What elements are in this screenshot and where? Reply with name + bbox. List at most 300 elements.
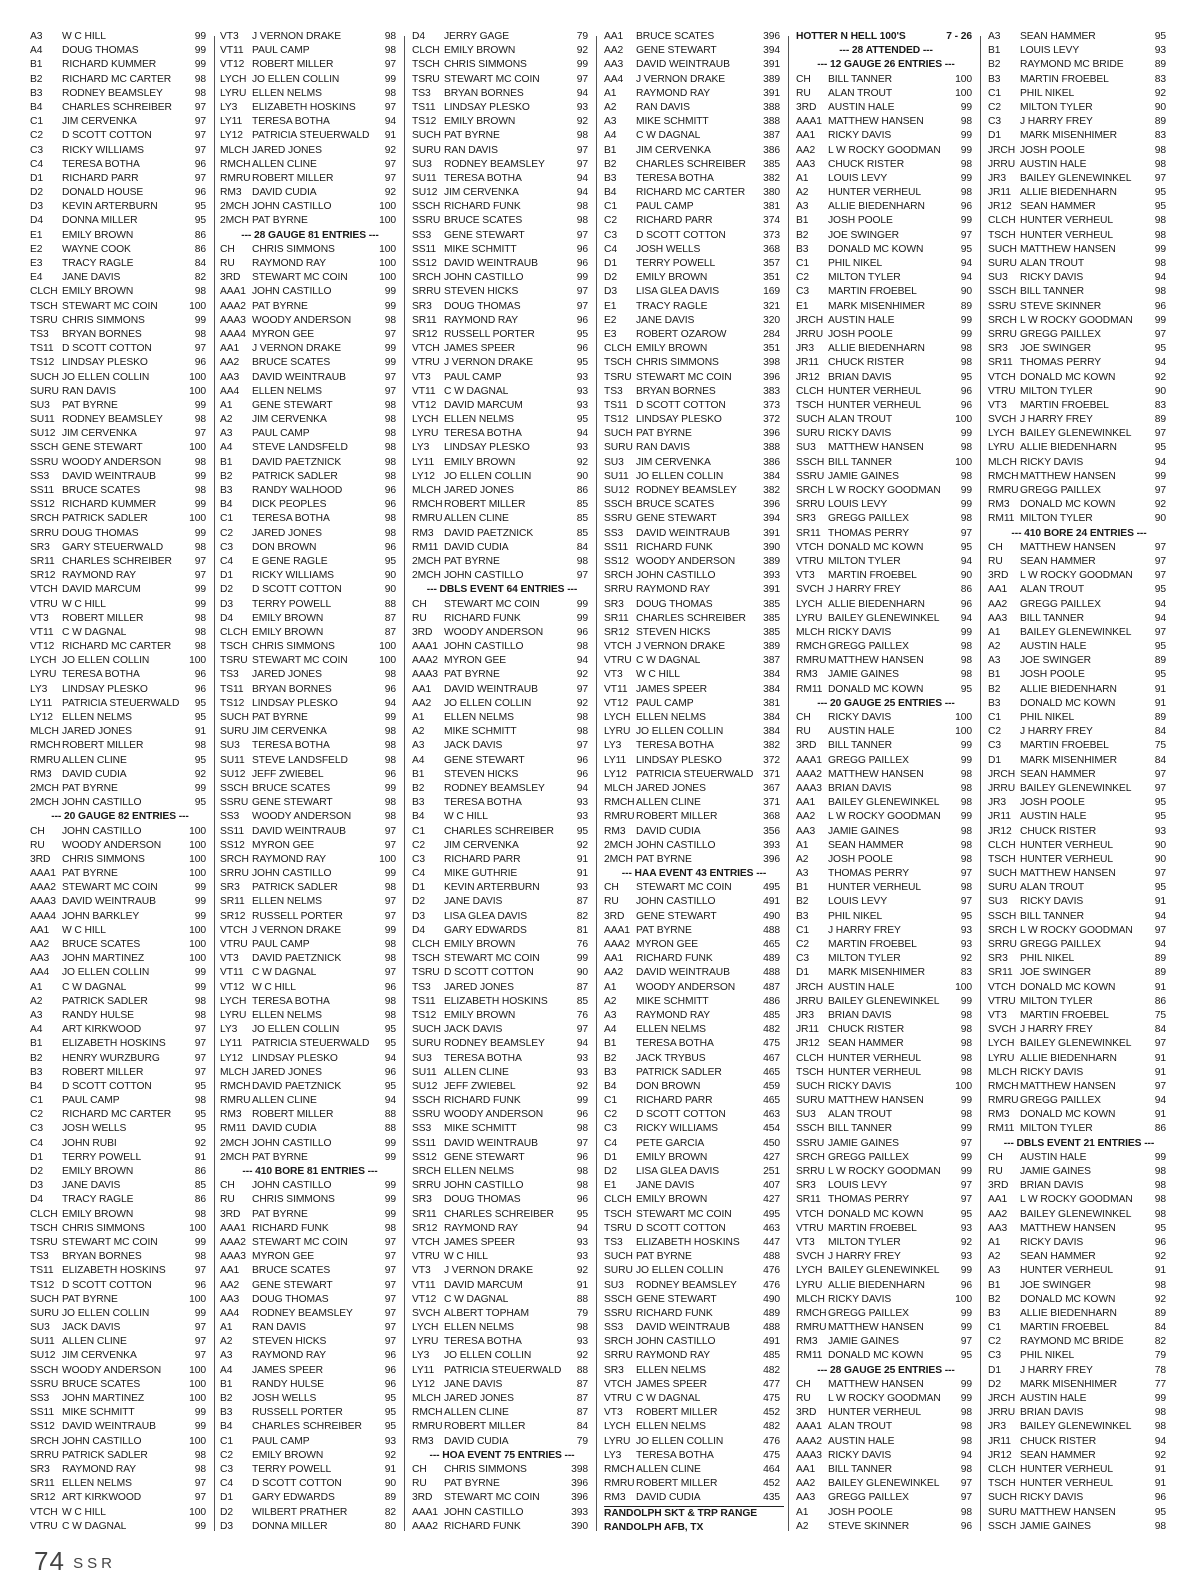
shooter-name: ALLEN CLINE [252,1095,317,1107]
score: 99 [194,598,206,610]
result-row [412,285,592,299]
result-row [988,668,1170,682]
result-row [412,1250,592,1264]
score: 99 [384,1137,396,1149]
shooter-name: RICKY DAVIS [1020,896,1084,908]
class-code: D1 [604,258,617,269]
class-code: 3RD [988,570,1009,582]
result-row [604,995,784,1009]
shooter-name: RICHARD PARR [636,215,713,227]
shooter-name: THOMAS PERRY [1020,357,1101,369]
class-code: SS3 [604,1322,624,1334]
shooter-name: PATRICK SADLER [62,995,148,1007]
result-row [604,427,784,441]
score: 95 [1154,343,1166,355]
class-code: MLCH [412,485,441,496]
shooter-name: PAT BYRNE [252,300,308,312]
event-header-text: --- DBLS EVENT 21 ENTRIES --- [1003,1137,1155,1149]
result-row [30,101,210,115]
shooter-name: ELLEN NELMS [252,1009,322,1021]
shooter-name: PAT BYRNE [62,782,118,794]
score: 91 [1154,896,1166,908]
event-header [220,1165,400,1179]
class-code: 2MCH [30,782,59,794]
result-row [796,214,976,228]
result-row [796,1477,976,1491]
score: 95 [576,357,588,369]
shooter-name: BRUCE SCATES [62,939,141,950]
score: 463 [763,1109,780,1121]
class-code: VT11 [30,626,54,638]
shooter-name: TRACY RAGLE [62,1194,134,1206]
class-code: RMRU [604,811,635,823]
score: 488 [763,924,780,936]
score: 96 [384,1066,396,1078]
class-code: B1 [220,456,233,468]
score: 92 [194,768,206,780]
class-code: C3 [796,953,809,965]
result-row [988,512,1170,526]
score: 99 [960,1393,972,1404]
class-code: SR11 [412,1208,437,1220]
class-code: AA1 [30,924,50,936]
column-divider [404,36,405,1531]
score: 92 [1154,1449,1166,1461]
class-code: SURU [604,442,633,454]
result-row [30,1179,210,1193]
shooter-name: MATTHEW HANSEN [828,442,924,454]
shooter-name: ALLEN CLINE [62,1336,127,1348]
shooter-name: BILL TANNER [1020,612,1084,624]
shooter-name: STEWART MC COIN [62,300,158,312]
class-code: CLCH [412,45,440,57]
result-row [988,1279,1170,1293]
shooter-name: J HARRY FREY [828,1251,901,1263]
shooter-name: GARY EDWARDS [252,1492,335,1504]
score: 284 [763,328,780,340]
score: 91 [194,726,206,738]
shooter-name: ALLEN CLINE [636,797,701,809]
class-code: VTCH [220,924,248,936]
result-row [412,1506,592,1520]
score: 98 [960,655,972,667]
score: 97 [384,1336,396,1348]
class-code: SS3 [30,1393,50,1404]
result-row [988,115,1170,129]
score: 89 [1154,414,1166,426]
score: 427 [763,1151,780,1163]
result-row [988,101,1170,115]
result-row [30,1193,210,1207]
score: 98 [576,1166,588,1177]
shooter-name: MARTIN FROEBEL [1020,73,1109,85]
score: 91 [1154,1052,1166,1064]
result-row [220,200,400,214]
score: 99 [960,626,972,638]
class-code: RM3 [796,669,818,681]
shooter-name: RICHARD FUNK [252,1222,329,1234]
result-row [220,413,400,427]
score: 98 [384,754,396,766]
shooter-name: L W ROCKY GOODMAN [828,1166,941,1177]
score: 94 [384,1095,396,1107]
result-row [796,144,976,158]
score: 98 [194,1449,206,1461]
shooter-name: JOSH WELLS [636,243,701,255]
class-code: AAA2 [220,300,246,312]
class-code: RM11 [412,541,439,553]
result-row [988,385,1170,399]
class-code: RU [220,1194,235,1206]
class-code: RM11 [220,1123,247,1135]
result-row [796,1307,976,1321]
shooter-name: LINDSAY PLESKO [252,1052,338,1064]
result-row [988,285,1170,299]
score: 97 [194,1066,206,1078]
result-row [604,498,784,512]
class-code: RU [988,1166,1003,1177]
score: 98 [960,882,972,894]
shooter-name: MILTON TYLER [828,953,901,965]
score: 386 [763,456,780,468]
shooter-name: ROBERT MILLER [252,59,334,71]
score: 87 [576,896,588,908]
shooter-name: MARTIN FROEBEL [828,286,917,298]
class-code: VTRU [30,598,58,610]
shooter-name: RODNEY BEAMSLEY [62,87,163,99]
shooter-name: JOSH WELLS [62,1123,127,1135]
result-row [30,796,210,810]
class-code: LYCH [604,1421,631,1433]
shooter-name: WAYNE COOK [62,243,131,255]
result-row [412,214,592,228]
class-code: B1 [988,45,1001,57]
class-code: AA3 [796,158,816,170]
class-code: AAA3 [220,314,246,326]
result-row [220,186,400,200]
shooter-name: DON BROWN [252,541,317,553]
class-code: C3 [988,116,1001,128]
shooter-name: JANE DAVIS [62,272,121,284]
class-code: MLCH [796,626,825,638]
result-row [796,739,976,753]
class-code: VT12 [412,399,437,411]
class-code: B4 [30,101,43,113]
score: 387 [763,130,780,142]
score: 391 [763,87,780,99]
score: 92 [1154,1251,1166,1263]
shooter-name: EMILY BROWN [444,939,516,950]
shooter-name: STEWART MC COIN [252,655,348,667]
shooter-name: JOSH POOLE [828,1506,893,1518]
event-header [30,810,210,824]
shooter-name: JAMIE GAINES [1020,1166,1091,1177]
result-row [796,1406,976,1420]
class-code: E1 [30,229,43,241]
result-row [220,683,400,697]
result-row [220,924,400,938]
shooter-name: MATTHEW HANSEN [828,1322,924,1334]
result-row [30,1108,210,1122]
class-code: LY11 [220,1038,243,1050]
class-code: TS3 [30,328,49,340]
class-code: C2 [796,939,809,950]
result-row [988,739,1170,753]
shooter-name: PATRICIA STEUERWALD [252,1038,370,1050]
class-code: SR3 [988,953,1008,965]
result-row [220,498,400,512]
score: 97 [1154,555,1166,567]
score: 320 [763,314,780,326]
shooter-name: JOHN CASTILLO [444,641,524,653]
result-row [412,895,592,909]
result-row [988,895,1170,909]
shooter-name: RICHARD PARR [444,853,521,865]
score: 99 [960,1166,972,1177]
class-code: AA3 [220,371,240,383]
result-row [604,101,784,115]
result-row [30,1279,210,1293]
shooter-name: JEFF ZWIEBEL [444,1080,516,1092]
shooter-name: RAN DAVIS [444,144,498,156]
score: 97 [576,1024,588,1036]
shooter-name: JIM CERVENKA [62,1350,137,1362]
score: 368 [763,811,780,823]
shooter-name: PATRICIA STEUERWALD [636,768,754,780]
class-code: D2 [604,1166,617,1177]
shooter-name: ROBERT MILLER [636,811,718,823]
shooter-name: MARTIN FROEBEL [1020,1322,1109,1334]
class-code: JRRU [988,1407,1016,1419]
result-row [412,1122,592,1136]
shooter-name: DONNA MILLER [252,1520,328,1532]
class-code: SUCH [412,130,441,142]
shooter-name: PAUL CAMP [444,371,502,383]
score: 98 [576,201,588,213]
class-code: TSCH [412,953,440,965]
shooter-name: HUNTER VERHEUL [1020,839,1114,851]
result-row [796,385,976,399]
shooter-name: DONALD MC KOWN [828,683,924,695]
score: 97 [194,343,206,355]
class-code: TSCH [220,641,248,653]
score: 95 [960,1350,972,1362]
shooter-name: WOODY ANDERSON [444,626,544,638]
shooter-name: PHIL NIKEL [1020,953,1075,965]
class-code: B2 [220,470,233,482]
shooter-name: TRACY RAGLE [636,300,708,312]
score: 99 [576,598,588,610]
class-code: AA4 [604,73,624,85]
result-row [30,1052,210,1066]
class-code: B3 [412,797,425,809]
result-row [220,1420,400,1434]
score: 91 [1154,981,1166,993]
shooter-name: MATTHEW HANSEN [1020,1222,1116,1234]
shooter-name: MIKE SCHMITT [636,116,709,128]
shooter-name: JAMES SPEER [636,683,707,695]
score: 97 [384,1265,396,1277]
class-code: 2MCH [604,853,633,865]
class-code: SSRU [604,513,633,525]
result-row [412,1179,592,1193]
result-row [220,810,400,824]
class-code: LYRU [796,1279,823,1291]
class-code: B3 [988,697,1001,709]
class-code: D2 [30,1166,43,1177]
shooter-name: PATRICK SADLER [252,470,338,482]
result-row [796,1264,976,1278]
result-row [796,626,976,640]
class-code: JRCH [988,768,1016,780]
class-code: VTCH [412,1236,440,1248]
score: 99 [194,59,206,71]
class-code: SRRU [604,1350,633,1362]
result-row [988,214,1170,228]
class-code: AAA1 [30,868,56,880]
score: 100 [379,641,396,653]
class-code: LYCH [412,1322,439,1334]
shooter-name: CHARLES SCHREIBER [636,158,746,170]
class-code: SRCH [988,924,1017,936]
score: 98 [384,939,396,950]
shooter-name: PAUL CAMP [252,939,310,950]
score: 92 [1154,371,1166,383]
shooter-name: RODNEY BEAMSLEY [636,1279,737,1291]
class-code: D1 [796,967,809,979]
class-code: SS12 [412,258,437,269]
shooter-name: AUSTIN HALE [828,981,895,993]
result-row [220,1250,400,1264]
class-code: JR12 [988,1449,1012,1461]
shooter-name: L W ROCKY GOODMAN [828,1393,941,1404]
event-header [796,44,976,58]
score: 92 [576,1265,588,1277]
score: 97 [576,229,588,241]
class-code: VTRU [796,1222,824,1234]
class-code: B4 [220,1421,233,1433]
class-code: TS11 [412,995,436,1007]
shooter-name: SEAN HAMMER [1020,555,1096,567]
result-row [30,1307,210,1321]
shooter-name: HENRY WURZBURG [62,1052,160,1064]
shooter-name: MILTON TYLER [1020,101,1093,113]
score: 450 [763,1137,780,1149]
shooter-name: HUNTER VERHEUL [828,1066,922,1078]
result-row [988,1349,1170,1363]
shooter-name: ELIZABETH HOSKINS [62,1265,166,1277]
result-row [30,1222,210,1236]
score: 390 [763,541,780,553]
class-code: JR11 [988,811,1011,823]
score: 99 [194,1421,206,1433]
result-row [604,1052,784,1066]
score: 94 [1154,939,1166,950]
shooter-name: DAVID WEINTRAUB [636,59,730,71]
class-code: SSRU [30,1378,59,1390]
shooter-name: JOHN CASTILLO [252,286,332,298]
class-code: TSCH [796,1066,824,1078]
result-row [30,895,210,909]
shooter-name: GREGG PAILLEX [828,754,909,766]
score: 459 [763,1080,780,1092]
result-row [604,512,784,526]
score: 95 [1154,442,1166,454]
result-row [220,1321,400,1335]
class-code: AA1 [988,584,1008,596]
result-row [30,952,210,966]
shooter-name: DAVID CUDIA [636,1492,701,1504]
class-code: AAA2 [796,768,822,780]
shooter-name: WOODY ANDERSON [636,555,736,567]
class-code: RMCH [796,1307,827,1319]
score: 94 [576,172,588,184]
result-row [412,484,592,498]
event-header-text: --- 20 GAUGE 25 ENTRIES --- [817,697,955,709]
class-code: RMCH [412,1407,443,1419]
result-row [30,768,210,782]
shooter-name: STEWART MC COIN [444,598,540,610]
class-code: SURU [30,385,59,397]
score: 93 [576,1052,588,1064]
score: 98 [576,1322,588,1334]
class-code: LY3 [604,1449,622,1461]
score: 91 [576,853,588,865]
score: 93 [576,1336,588,1348]
shooter-name: KEVIN ARTERBURN [444,882,540,894]
result-row [220,385,400,399]
score: 351 [763,343,780,355]
class-code: LYCH [796,598,823,610]
score: 95 [384,1407,396,1419]
class-code: VTRU [988,995,1016,1007]
score: 95 [960,541,972,553]
shooter-name: ELLEN NELMS [636,712,706,723]
shooter-name: ALLEN CLINE [252,158,317,170]
score: 98 [1154,1279,1166,1291]
score: 97 [960,1137,972,1149]
score: 99 [960,101,972,113]
class-code: CH [220,1180,235,1192]
score: 98 [1154,1407,1166,1419]
result-row [604,555,784,569]
class-code: D2 [604,272,617,284]
class-code: A4 [220,442,233,454]
shooter-name: JANE DAVIS [444,1378,503,1390]
class-code: B1 [796,215,809,227]
class-code: B2 [988,1293,1001,1305]
result-row [604,87,784,101]
score: 99 [576,59,588,71]
class-code: AA2 [988,598,1008,610]
score: 427 [763,1194,780,1206]
score: 100 [189,513,206,525]
result-row [796,796,976,810]
shooter-name: D SCOTT COTTON [636,1109,726,1121]
shooter-name: ALLIE BIEDENHARN [1020,1052,1117,1064]
class-code: SR11 [988,967,1013,979]
class-code: 3RD [796,101,817,113]
result-row [796,612,976,626]
score: 92 [1154,499,1166,511]
result-row [988,1293,1170,1307]
result-row [220,1406,400,1420]
result-row [796,1321,976,1335]
result-row [220,995,400,1009]
class-code: A4 [30,1024,43,1036]
result-row [220,1137,400,1151]
shooter-name: STEVE LANDSFELD [252,442,348,454]
